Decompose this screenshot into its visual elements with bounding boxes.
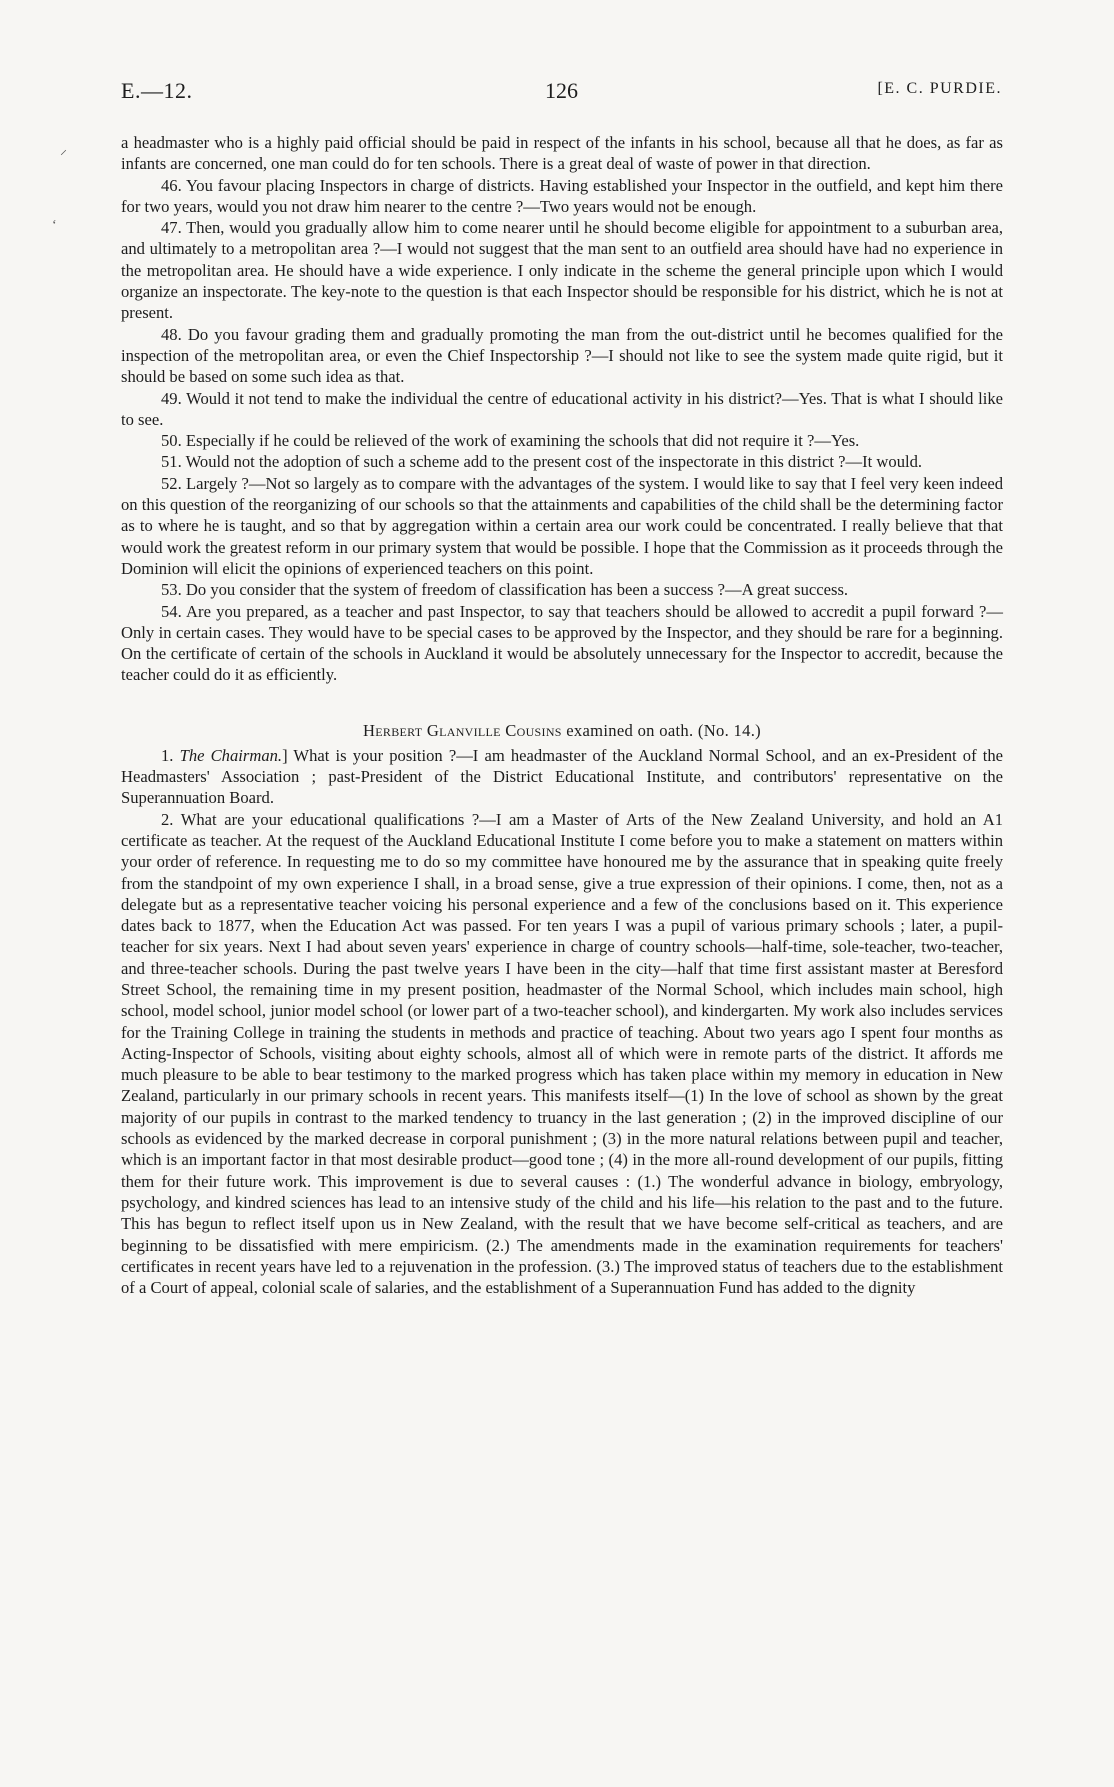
document-reference: E.—12. [121,78,193,103]
paragraph-q53: 53. Do you consider that the system of freedom of classification has been a success ?—A great success. [161,580,849,600]
paragraph-q48: 48. Do you favour grading them and gradually promoting the man from the out-district until he becomes qualified for the inspection of the metropolitan area, or even the Chief Inspectorship ?—I should not like to see the system made quite rigid, but it should be based on some such idea as that. [121,324,1003,387]
question-number: 1. [161,745,174,765]
page-body [121,132,1003,1298]
paragraph-q52: 52. Largely ?—Not so largely as to compare with the advantages of the system. I would like to say that I feel very keen indeed on this question of the reorganizing of our schools so that the attainments and capabilities of the child shall be the determining factor as to where he is taught, and so that by aggregation within a certain area our work could be concentrated. I really believe that that would work the greatest reform in our primary system that would be possible. I hope that the Commission as it proceeds through the Dominion will elicit the opinions of experienced teachers on this point. [121,473,1003,578]
paragraph-q47: 47. Then, would you gradually allow him to come nearer until he should become eligible for appointment to a suburban area, and ultimately to a metropolitan area ?—I would not suggest that the man sent to an outfield area should have had no experience in the metropolitan area. He should have a wide experience. I only indicate in the scheme the general principle upon which I would organize an inspectorate. The key-note to the question is that each Inspector should be responsible for his district, which he is not at present. [121,218,1003,323]
paragraph-q50: 50. Especially if he could be relieved of the work of examining the schools that did not require it ?—Yes. [161,431,860,451]
margin-annotation-mark: ⸝ [60,143,67,158]
paragraph-q46: 46. You favour placing Inspectors in charge of districts. Having established your Inspector in the outfield, and kept him there for two years, would you not draw him nearer to the centre ?—Two years would not be enough. [121,175,1003,216]
running-head-witness: [E. C. PURDIE. [877,80,1002,97]
paragraph-q54: 54. Are you prepared, as a teacher and past Inspector, to say that teachers should be allowed to accredit a pupil forward ?—Only in certain cases. They would have to be special cases to be approved by the Inspector, and they should be rare for a beginning. On the certificate of certain of the schools in Auckland it would be absolutely unnecessary for the Inspector to accredit, because the teacher could do it as efficiently. [121,601,1003,685]
page-header [121,78,1002,112]
paragraph-q51: 51. Would not the adoption of such a scheme add to the present cost of the inspectorate in this district ?—It would. [161,452,923,472]
paragraph-q49: 49. Would it not tend to make the individual the centre of educational activity in his district?—Yes. That is what I should like to see. [121,388,1003,429]
paragraph-q1 [121,745,1003,809]
witness-heading-suffix: examined on oath. [566,720,694,740]
witness-name: Herbert Glanville Cousins [363,720,562,740]
speaker-label: The Chairman. [179,745,283,765]
page-number: 126 [545,78,578,103]
witness-heading [121,720,1003,741]
paragraph-continuation: a headmaster who is a highly paid official should be paid in respect of the infants in his school, because all that he does, as far as infants are concerned, one man could do for ten schools. There is a great deal of waste of power in that direction. [121,133,1003,174]
witness-number: (No. 14.) [697,720,761,740]
margin-annotation-mark: ‘ [52,218,57,233]
question-text: ] What is your position ?—I am headmaster of the Auckland Normal School, and an ex-President of the Headmasters' Association ; past-President of the District Educational Institute, and contributors' representative on the Superannuation Board. [121,745,1003,808]
paragraph-q2: 2. What are your educational qualifications ?—I am a Master of Arts of the New Zealand University, and hold an A1 certificate as teacher. At the request of the Auckland Educational Institute I come before you to make a statement on matters within your order of reference. In requesting me to do so my committee have honoured me by the assurance that in speaking quite freely from the standpoint of my own experience I shall, in a broad sense, give a true expression of their opinions. I come, then, not as a delegate but as a representative teacher voicing his personal experience and a few of the conclusions based on it. This experience dates back to 1877, when the Education Act was passed. For ten years I was a pupil of various primary schools ; later, a pupil-teacher for six years. Next I had about seven years' experience in charge of country schools—half-time, sole-teacher, two-teacher, and three-teacher schools. During the past twelve years I have been in the city—half that time first assistant master at Beresford Street School, the remaining time in my present position, headmaster of the Normal School, which includes main school, high school, model school, junior model school (or lower part of a two-teacher school), and kindergarten. My work also includes services for the Training College in training the students in methods and practice of teaching. About two years ago I spent four months as Acting-Inspector of Schools, visiting about eighty schools, almost all of which were in remote parts of the district. It affords me much pleasure to be able to bear testimony to the marked progress which has taken place within my memory in education in New Zealand, particularly in our primary schools in recent years. This manifests itself—(1) In the love of school as shown by the great majority of our pupils in contrast to the marked tendency to truancy in the last generation ; (2) in the improved discipline of our schools as evidenced by the marked decrease in corporal punishment ; (3) in the more natural relations between pupil and teacher, which is an important factor in that most desirable product—good tone ; (4) in the more all-round development of our pupils, fitting them for their future work. This improvement is due to several causes : (1.) The wonderful advance in biology, embryology, psychology, and kindred sciences has lead to an intensive study of the child and his life—his relation to the past and to the future. This has begun to reflect itself upon us in New Zealand, with the result that we have become self-critical as teachers, and are beginning to be dissatisfied with mere empiricism. (2.) The amendments made in the examination requirements for teachers' certificates in recent years have led to a rejuvenation in the profession. (3.) The improved status of teachers due to the establishment of a Court of appeal, colonial scale of salaries, and the establishment of a Superannuation Fund has added to the dignity [121,809,1003,1298]
